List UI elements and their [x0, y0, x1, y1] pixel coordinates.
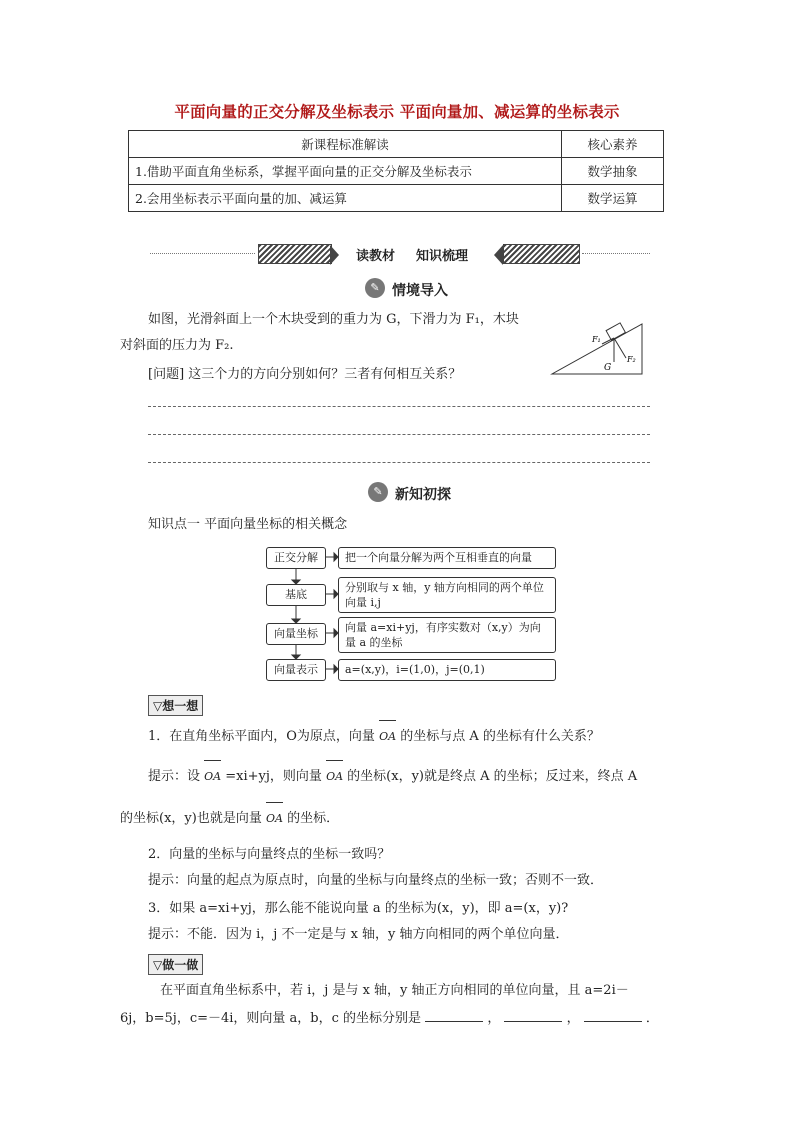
- banner-dots-left: [150, 253, 255, 254]
- a1-text-mid: =xi+yj，则向量: [225, 769, 322, 784]
- separator: ，: [487, 1011, 501, 1026]
- table-header: 核心素养: [562, 131, 664, 158]
- answer-line: [148, 462, 650, 463]
- answer-blank-c[interactable]: [584, 1007, 642, 1022]
- knowledge-point-title: 知识点一 平面向量坐标的相关概念: [148, 517, 348, 532]
- think-a2: 提示：向量的起点为原点时，向量的坐标与向量终点的坐标一致；否则不一致．: [148, 873, 604, 888]
- g-label: G: [604, 363, 612, 373]
- table-header-row: [129, 131, 664, 158]
- do-line2-text: 6j，b=5j，c=－4i，则向量 a，b，c 的坐标分别是: [120, 1011, 422, 1026]
- connector-arrowhead: [334, 629, 338, 637]
- flow-desc-orthogonal: 把一个向量分解为两个互相垂直的向量: [338, 547, 556, 569]
- do-tag-label: 做一做: [162, 958, 199, 972]
- think-q1: [148, 724, 600, 750]
- flow-label-orthogonal: 正交分解: [266, 547, 326, 569]
- standards-table: [128, 130, 664, 212]
- connector-arrowhead: [334, 665, 338, 673]
- think-tag-label: 想一想: [162, 699, 199, 713]
- vector-oa: OA: [379, 724, 396, 750]
- flow-desc-coordinate: 向量 a=xi+yj，有序实数对（x,y）为向量 a 的坐标: [338, 617, 556, 653]
- think-a3: 提示：不能．因为 i，j 不一定是与 x 轴，y 轴方向相同的两个单位向量．: [148, 927, 569, 942]
- table-cell: 数学运算: [562, 185, 664, 212]
- table-row: [129, 185, 664, 212]
- f1-label: F₁: [592, 335, 601, 344]
- do-tag: [148, 954, 203, 975]
- flow-label-basis: 基底: [266, 584, 326, 606]
- banner-stripes-right: [503, 244, 580, 264]
- answer-line: [148, 434, 650, 435]
- think-a1-line2: [120, 806, 339, 832]
- connector-arrowhead: [292, 619, 300, 623]
- connector-arrowhead: [292, 580, 300, 584]
- banner-right-text: 知识梳理: [416, 249, 469, 264]
- banner-arrow-right-icon: [494, 245, 503, 265]
- incline-diagram: [550, 318, 645, 378]
- vector-oa: OA: [266, 806, 283, 832]
- think-q2: 2．向量的坐标与向量终点的坐标一致吗？: [148, 847, 391, 862]
- flow-label-representation: 向量表示: [266, 659, 326, 681]
- q1-text: 1．在直角坐标平面内，O为原点，向量: [148, 729, 375, 744]
- intro-question: [问题] 这三个力的方向分别如何？三者有何相互关系？: [148, 367, 462, 382]
- table-header: 新课程标准解读: [129, 131, 562, 158]
- f2-arrow: [614, 338, 626, 358]
- think-icon: ▽: [153, 699, 163, 713]
- think-a1: [148, 764, 637, 790]
- page-title: 平面向量的正交分解及坐标表示 平面向量加、减运算的坐标表示: [174, 102, 620, 121]
- scene-icon: ✎: [365, 278, 385, 298]
- incline-triangle: [552, 324, 642, 374]
- table-cell: 数学抽象: [562, 158, 664, 185]
- do-line1: 在平面直角坐标系中，若 i，j 是与 x 轴，y 轴正方向相同的单位向量，且 a=2i－: [160, 983, 629, 998]
- connector-arrowhead: [292, 655, 300, 659]
- table-row: [129, 158, 664, 185]
- table-cell: 2.会用坐标表示平面向量的加、减运算: [129, 185, 562, 212]
- new-knowledge-heading: 新知初探: [395, 487, 451, 503]
- block: [606, 323, 625, 340]
- end-mark: ．: [645, 1011, 659, 1026]
- vector-oa: OA: [204, 764, 221, 790]
- a1-text: 提示：设: [148, 769, 201, 784]
- vector-oa: OA: [326, 764, 343, 790]
- answer-line: [148, 406, 650, 407]
- section-banner: [150, 243, 650, 265]
- f2-label: F₂: [627, 355, 636, 364]
- answer-blank-b[interactable]: [504, 1007, 562, 1022]
- a1-line2-text: 的坐标(x，y)也就是向量: [120, 811, 262, 826]
- flow-desc-basis: 分别取与 x 轴，y 轴方向相同的两个单位向量 i,j: [338, 577, 556, 613]
- flow-connectors: [260, 540, 350, 685]
- do-line2: [120, 1006, 659, 1032]
- connector-arrowhead: [334, 590, 338, 598]
- flow-label-coordinate: 向量坐标: [266, 623, 326, 645]
- banner-stripes-left: [258, 244, 332, 264]
- think-tag: [148, 695, 203, 716]
- banner-dots-right: [582, 253, 650, 254]
- new-knowledge-icon: ✎: [368, 482, 388, 502]
- intro-paragraph-line1: 如图，光滑斜面上一个木块受到的重力为 G，下滑力为 F₁，木块: [148, 312, 519, 327]
- answer-blank-a[interactable]: [425, 1007, 483, 1022]
- a1-line2-end: 的坐标．: [287, 811, 340, 826]
- a1-text-end: 的坐标(x，y)就是终点 A 的坐标；反过来，终点 A: [347, 769, 638, 784]
- think-q3: 3．如果 a=xi+yj，那么能不能说向量 a 的坐标为(x，y)，即 a=(x，y)?: [148, 901, 569, 916]
- banner-left-text: 读教材: [356, 249, 396, 264]
- banner-arrow-left-icon: [330, 245, 339, 265]
- intro-heading: 情境导入: [392, 283, 448, 299]
- table-cell: 1.借助平面直角坐标系，掌握平面向量的正交分解及坐标表示: [129, 158, 562, 185]
- connector-arrowhead: [334, 553, 338, 561]
- intro-paragraph-line2: 对斜面的压力为 F₂.: [120, 338, 234, 353]
- do-icon: ▽: [153, 958, 163, 972]
- flow-desc-representation: a=(x,y)，i=(1,0)，j=(0,1): [338, 659, 556, 681]
- separator: ，: [566, 1011, 580, 1026]
- q1-text-end: 的坐标与点 A 的坐标有什么关系？: [400, 729, 600, 744]
